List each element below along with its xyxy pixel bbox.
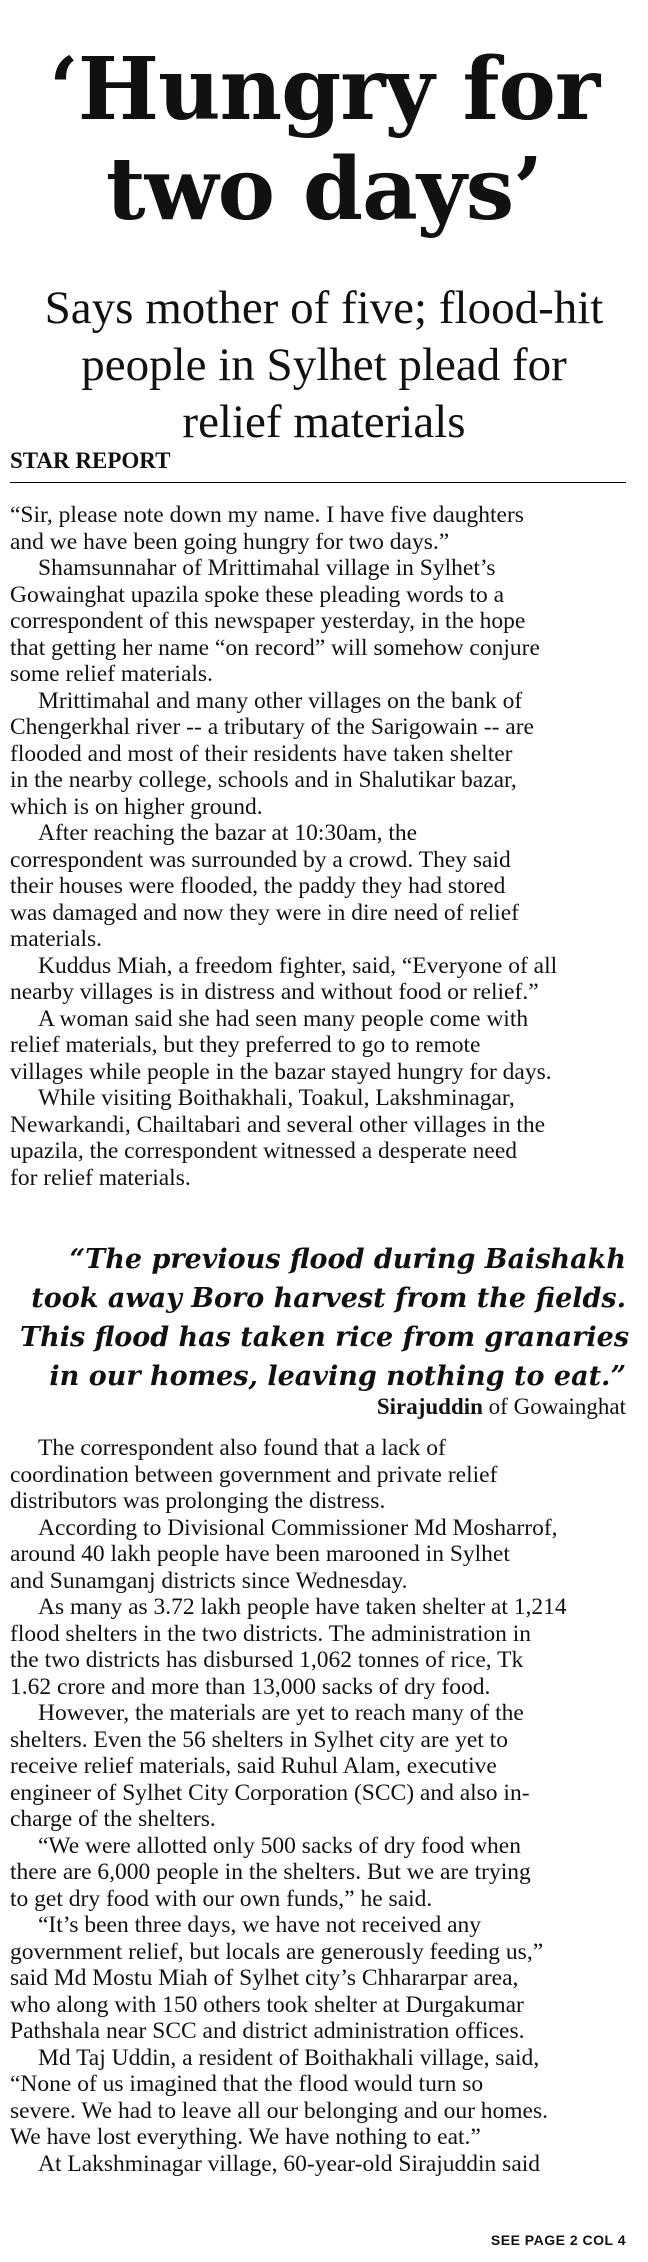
- article-text-line: However, the materials are yet to reach many of the: [38, 1700, 524, 1726]
- subheadline-line: people in Sylhet plead for: [81, 339, 567, 391]
- article-text-line: around 40 lakh people have been marooned in Sylhet: [10, 1541, 510, 1567]
- article-body-part-1: [10, 502, 626, 1191]
- article-text-line: their houses were flooded, the paddy they had stored: [10, 873, 506, 899]
- article-text-line: for relief materials.: [10, 1164, 191, 1191]
- article-text-line: government relief, but locals are generously feeding us,”: [10, 1938, 544, 1965]
- article-text-line: Mrittimahal and many other villages on the bank of: [38, 687, 523, 714]
- continued-on-jump-line: SEE PAGE 2 COL 4: [490, 2232, 626, 2248]
- pull-quote: [20, 1240, 630, 1396]
- article-text-line: “We were allotted only 500 sacks of dry food when: [38, 1832, 521, 1859]
- article-text-line: the two districts has disbursed 1,062 tonnes of rice, Tk: [10, 1647, 524, 1673]
- article-text-line: At Lakshminagar village, 60-year-old Sirajuddin said: [38, 2150, 541, 2177]
- article-text-line: to get dry food with our own funds,” he said.: [10, 1885, 433, 1912]
- article-text-line: materials.: [10, 926, 103, 952]
- article-text-line: relief materials, but they preferred to go to remote: [10, 1032, 481, 1058]
- article-text-line: The correspondent also found that a lack of: [38, 1435, 446, 1461]
- article-text-line: correspondent was surrounded by a crowd. They said: [10, 846, 511, 873]
- article-text-line: there are 6,000 people in the shelters. But we are trying: [10, 1859, 531, 1885]
- article-text-line: “It’s been three days, we have not received any: [38, 1912, 482, 1938]
- article-text-line: shelters. Even the 56 shelters in Sylhet city are yet to: [10, 1726, 508, 1753]
- attribution-place: of Gowainghat: [482, 1394, 626, 1419]
- article-text-line: Pathshala near SCC and district administration offices.: [10, 2018, 525, 2044]
- article-text-line: Gowainghat upazila spoke these pleading words to a: [10, 581, 505, 608]
- article-text-line: some relief materials.: [10, 661, 213, 687]
- article-text-line: Md Taj Uddin, a resident of Boithakhali village, said,: [38, 2044, 540, 2071]
- article-text-line: villages while people in the bazar stayed hungry for days.: [10, 1058, 552, 1085]
- headline-line: ‘Hungry for: [48, 39, 600, 140]
- article-text-line: distributors was prolonging the distress.: [10, 1488, 386, 1514]
- article-text-line: receive relief materials, said Ruhul Alam, executive: [10, 1753, 497, 1779]
- subheadline: [0, 280, 648, 451]
- article-text-line: severe. We had to leave all our belonging and our homes.: [10, 2097, 549, 2124]
- article-text-line: While visiting Boithakhali, Toakul, Lakshminagar,: [38, 1085, 515, 1111]
- article-text-line: After reaching the bazar at 10:30am, the: [38, 820, 418, 846]
- article-text-line: Kuddus Miah, a freedom fighter, said, “Everyone of all: [38, 952, 558, 979]
- pull-quote-line: took away Boro harvest from the fields.: [31, 1283, 626, 1314]
- article-text-line: Shamsunnahar of Mrittimahal village in Sylhet’s: [38, 555, 496, 581]
- byline: STAR REPORT: [10, 448, 171, 473]
- article-text-line: was damaged and now they were in dire need of relief: [10, 899, 519, 926]
- pull-quote-line: “The previous flood during Baishakh: [69, 1244, 626, 1275]
- article-text-line: upazila, the correspondent witnessed a desperate need: [10, 1138, 517, 1164]
- headline: [0, 40, 648, 240]
- pull-quote-attribution: [377, 1394, 626, 1420]
- article-text-line: “None of us imagined that the flood would turn so: [10, 2071, 484, 2097]
- article-text-line: nearby villages is in distress and without food or relief.”: [10, 979, 539, 1005]
- article-text-line: flooded and most of their residents have taken shelter: [10, 740, 513, 767]
- article-text-line: correspondent of this newspaper yesterday, in the hope: [10, 608, 526, 634]
- headline-line: two days’: [105, 139, 543, 240]
- article-text-line: A woman said she had seen many people come with: [38, 1005, 529, 1032]
- article-text-line: charge of the shelters.: [10, 1806, 216, 1832]
- article-text-line: in the nearby college, schools and in Shalutikar bazar,: [10, 767, 517, 793]
- article-text-line: and we have been going hungry for two days.”: [10, 528, 450, 555]
- article-text-line: coordination between government and private relief: [10, 1461, 498, 1488]
- pull-quote-line: This flood has taken rice from granaries: [20, 1322, 630, 1353]
- article-text-line: Newarkandi, Chailtabari and several other villages in the: [10, 1111, 546, 1138]
- article-text-line: We have lost everything. We have nothing to eat.”: [10, 2124, 481, 2150]
- article-text-line: According to Divisional Commissioner Md Mosharrof,: [38, 1514, 558, 1541]
- byline-divider: [10, 482, 626, 483]
- subheadline-line: relief materials: [182, 396, 466, 448]
- article-body-part-2: [10, 1435, 626, 2177]
- article-text-line: which is on higher ground.: [10, 793, 263, 820]
- attribution-name: Sirajuddin: [376, 1394, 483, 1419]
- article-text-line: Chengerkhal river -- a tributary of the Sarigowain -- are: [10, 714, 534, 740]
- article-text-line: 1.62 crore and more than 13,000 sacks of dry food.: [10, 1673, 491, 1700]
- article-text-line: said Md Mostu Miah of Sylhet city’s Chhararpar area,: [10, 1965, 519, 1991]
- article-text-line: and Sunamganj districts since Wednesday.: [10, 1567, 408, 1594]
- article-text-line: engineer of Sylhet City Corporation (SCC) and also in-: [10, 1779, 530, 1806]
- article-text-line: that getting her name “on record” will somehow conjure: [10, 634, 540, 661]
- article-text-line: As many as 3.72 lakh people have taken shelter at 1,214: [38, 1594, 567, 1620]
- article-text-line: “Sir, please note down my name. I have five daughters: [10, 502, 524, 528]
- article-text-line: who along with 150 others took shelter at Durgakumar: [10, 1991, 524, 2018]
- subheadline-line: Says mother of five; flood-hit: [44, 282, 604, 334]
- article-text-line: flood shelters in the two districts. The administration in: [10, 1620, 532, 1647]
- pull-quote-line: in our homes, leaving nothing to eat.”: [49, 1361, 626, 1392]
